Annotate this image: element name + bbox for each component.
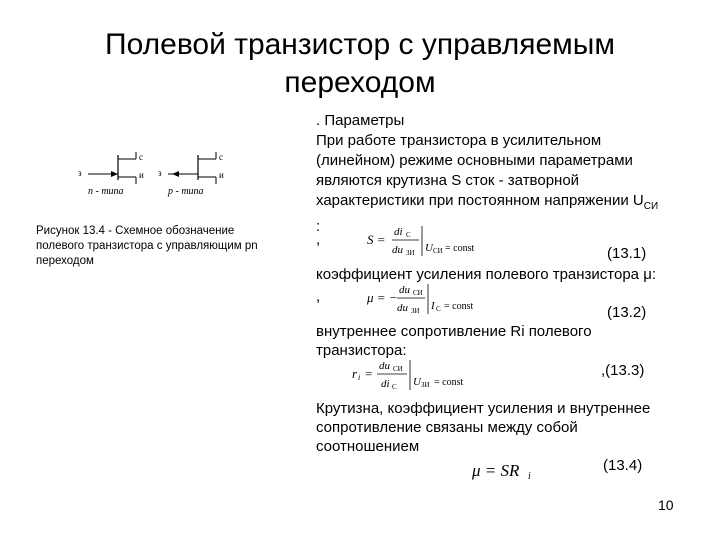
f2-num: du [399, 284, 410, 296]
f1-cond-rhs: = const [445, 243, 475, 254]
slide-title [40, 26, 680, 102]
formula-13-2 [365, 280, 490, 318]
f3-lhs-sub: i [358, 373, 361, 382]
f3-cond-sub: ЗИ [421, 381, 430, 389]
f4-lhs-sub: i [528, 471, 531, 482]
f4-lhs: μ = SR [472, 461, 520, 480]
comma-2: , [316, 288, 321, 305]
p-type-label: p - типа [168, 186, 204, 197]
f2-den: du [397, 302, 408, 314]
intro-line-text: характеристики при постоянном напряжении U [316, 192, 644, 209]
comma-1: , [316, 231, 321, 248]
f1-cond: U [425, 242, 433, 254]
ri-text-1: внутреннее сопротивление Ri полевого [316, 323, 592, 340]
conclusion-line-3: соотношением [316, 438, 420, 455]
n-channel-jfet-symbol [78, 152, 144, 197]
usi-subscript: СИ [643, 201, 659, 212]
intro-line: являются крутизна S сток - затворной [316, 172, 580, 189]
p-channel-jfet-symbol [158, 152, 224, 197]
formula-13-3 [350, 356, 485, 394]
f2-cond-sub: C [436, 305, 441, 313]
intro-paragraph [316, 111, 691, 237]
f3-cond-rhs: = const [434, 377, 464, 388]
f2-cond: I [431, 300, 435, 312]
figure-caption: Рисунок 13.4 - Схемное обозначение полевого транзистора с управляющим pn переходом [36, 225, 258, 267]
f3-lhs: r [352, 366, 358, 381]
page-number: 10 [658, 497, 674, 513]
ri-text-2: транзистора: [316, 342, 407, 359]
intro-line: (линейном) режиме основными параметрами [316, 152, 633, 169]
f3-den-sub: C [392, 383, 397, 391]
p-gate-label: з [158, 168, 162, 178]
n-type-label: n - типа [88, 186, 124, 197]
eq-label-13-4: (13.4) [603, 457, 643, 474]
f2-cond-rhs: = const [444, 301, 474, 312]
f1-num: di [394, 226, 403, 238]
intro-colon: : [316, 218, 321, 235]
conclusion-line-1: Крутизна, коэффициент усиления и внутреннее [316, 400, 651, 417]
p-source-label: и [219, 170, 224, 180]
f2-lhs: μ = − [367, 290, 398, 305]
conclusion-line-2: сопротивление связаны между собой [316, 419, 578, 436]
params-heading: . Параметры [316, 112, 405, 129]
f3-num: du [379, 360, 390, 372]
formula-13-1 [365, 222, 490, 260]
n-gate-label: з [78, 168, 82, 178]
eq-label-13-2: (13.2) [607, 304, 647, 321]
f1-den: du [392, 244, 403, 256]
title-line-1: Полевой транзистор с управляемым [105, 28, 615, 61]
eq-label-13-1: (13.1) [607, 245, 647, 262]
formula-13-4 [470, 456, 550, 484]
title-line-2: переходом [284, 66, 436, 99]
f3-lhs-eq: = [365, 366, 373, 381]
f3-cond: U [413, 376, 421, 388]
f2-den-sub: ЗИ [411, 307, 420, 315]
intro-line [316, 191, 691, 217]
n-drain-label: с [139, 152, 143, 162]
n-source-label: и [139, 170, 144, 180]
p-drain-label: с [219, 152, 223, 162]
f1-den-sub: ЗИ [406, 249, 415, 257]
f1-num-sub: C [406, 231, 411, 239]
f3-den: di [381, 378, 390, 390]
jfet-symbols-diagram [76, 150, 236, 200]
intro-line: При работе транзистора в усилительном [316, 132, 602, 149]
f1-lhs: S = [367, 232, 386, 247]
f3-num-sub: СИ [393, 365, 403, 373]
f2-num-sub: СИ [413, 289, 423, 297]
f1-cond-sub: СИ [433, 247, 443, 255]
gain-text: коэффициент усиления полевого транзистора μ: [316, 266, 657, 283]
eq-label-13-3: ,(13.3) [601, 362, 645, 379]
